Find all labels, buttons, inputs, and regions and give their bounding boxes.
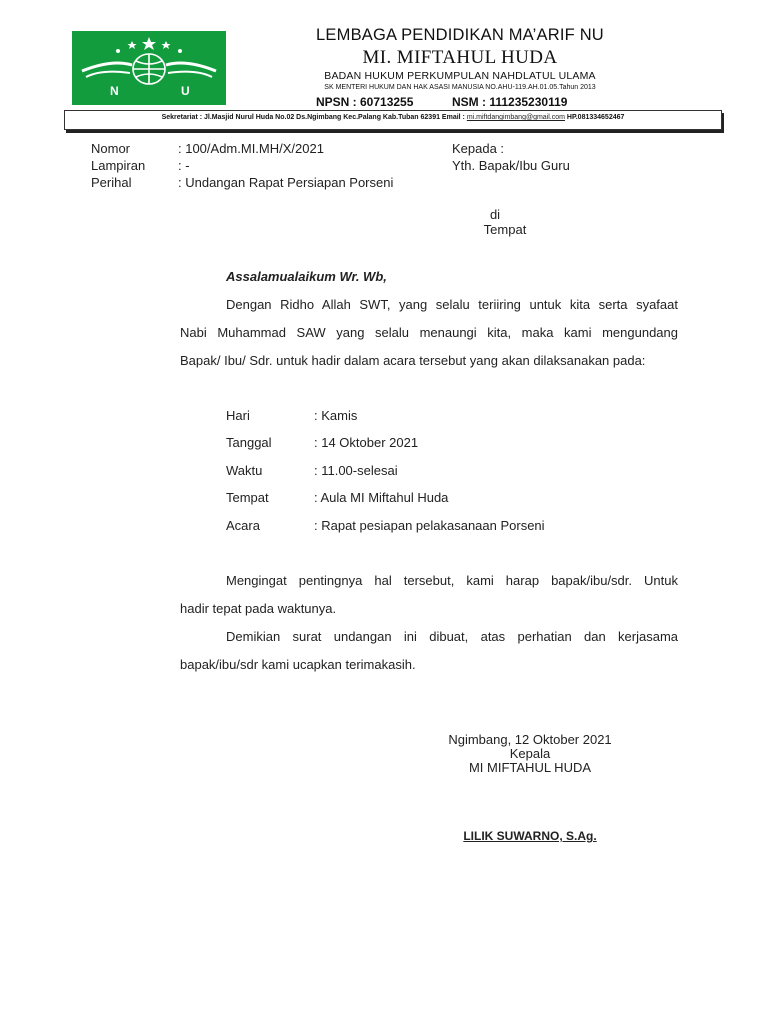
signature-name: LILIK SUWARNO, S.Ag.	[463, 829, 597, 843]
signature-school: MI MIFTAHUL HUDA	[468, 760, 592, 775]
legal-body: BADAN HUKUM PERKUMPULAN NAHDLATUL ULAMA	[324, 70, 596, 82]
recipient-di: di	[489, 207, 501, 222]
para1-line1: Dengan Ridho Allah SWT, yang selalu teriiring untuk kita serta syafaat	[226, 297, 678, 312]
npsn-number: NPSN : 60713255	[316, 95, 414, 109]
para3-line2: bapak/ibu/sdr kami ucapkan terimakasih.	[180, 657, 416, 672]
decree-line: SK MENTERI HUKUM DAN HAK ASASI MANUSIA NO.AHU-119.AH.01.05.Tahun 2013	[324, 84, 596, 91]
address-line	[65, 114, 721, 121]
detail-value-waktu: : 11.00-selesai	[314, 463, 398, 478]
address-email: mi.miftdangimbang@gmail.com	[466, 114, 565, 121]
detail-label-waktu: Waktu	[226, 463, 263, 478]
detail-label-hari: Hari	[226, 408, 250, 423]
detail-value-acara: : Rapat pesiapan pelakasanaan Porseni	[314, 518, 545, 533]
detail-value-tempat: : Aula MI Miftahul Huda	[314, 490, 449, 505]
address-box	[64, 110, 722, 130]
kepada-label: Kepada :	[452, 141, 505, 156]
institution-name: LEMBAGA PENDIDIKAN MA’ARIF NU	[316, 26, 604, 44]
lampiran-value: : -	[178, 158, 190, 173]
school-name: MI. MIFTAHUL HUDA	[362, 47, 558, 68]
para1-line3: Bapak/ Ibu/ Sdr. untuk hadir dalam acara tersebut yang akan dilaksanakan pada:	[180, 353, 646, 368]
greeting: Assalamualaikum Wr. Wb,	[226, 269, 387, 284]
signature-place-date: Ngimbang, 12 Oktober 2021	[448, 732, 612, 747]
para3-line1: Demikian surat undangan ini dibuat, atas perhatian dan kerjasama	[226, 629, 678, 644]
detail-label-tanggal: Tanggal	[226, 435, 272, 450]
lampiran-label: Lampiran	[91, 158, 146, 173]
para2-line2: hadir tepat pada waktunya.	[180, 601, 337, 616]
address-phone: HP.081334652467	[564, 114, 625, 121]
para2-line1: Mengingat pentingnya hal tersebut, kami harap bapak/ibu/sdr. Untuk	[226, 573, 678, 588]
detail-label-tempat: Tempat	[226, 490, 269, 505]
recipient-name: Yth. Bapak/Ibu Guru	[452, 158, 570, 173]
detail-value-tanggal: : 14 Oktober 2021	[314, 435, 419, 450]
perihal-label: Perihal	[91, 175, 132, 190]
nomor-value: : 100/Adm.MI.MH/X/2021	[178, 141, 324, 156]
detail-value-hari: : Kamis	[314, 408, 358, 423]
logo-letter-n: N	[110, 84, 119, 98]
logo-letter-u: U	[181, 84, 190, 98]
detail-label-acara: Acara	[226, 518, 260, 533]
nsm-number: NSM : 111235230119	[452, 95, 568, 109]
signature-position: Kepala	[509, 746, 551, 761]
para1-line2: Nabi Muhammad SAW yang selalu menaungi kita, maka kami mengundang	[180, 325, 678, 340]
perihal-value: : Undangan Rapat Persiapan Porseni	[178, 175, 394, 190]
nomor-label: Nomor	[91, 141, 131, 156]
nu-logo	[72, 31, 226, 105]
address-text: Sekretariat : Jl.Masjid Nurul Huda No.02 Ds.Ngimbang Kec.Palang Kab.Tuban 62391 Email :	[161, 114, 467, 121]
nu-emblem-icon	[72, 31, 226, 105]
recipient-place: Tempat	[483, 222, 527, 237]
